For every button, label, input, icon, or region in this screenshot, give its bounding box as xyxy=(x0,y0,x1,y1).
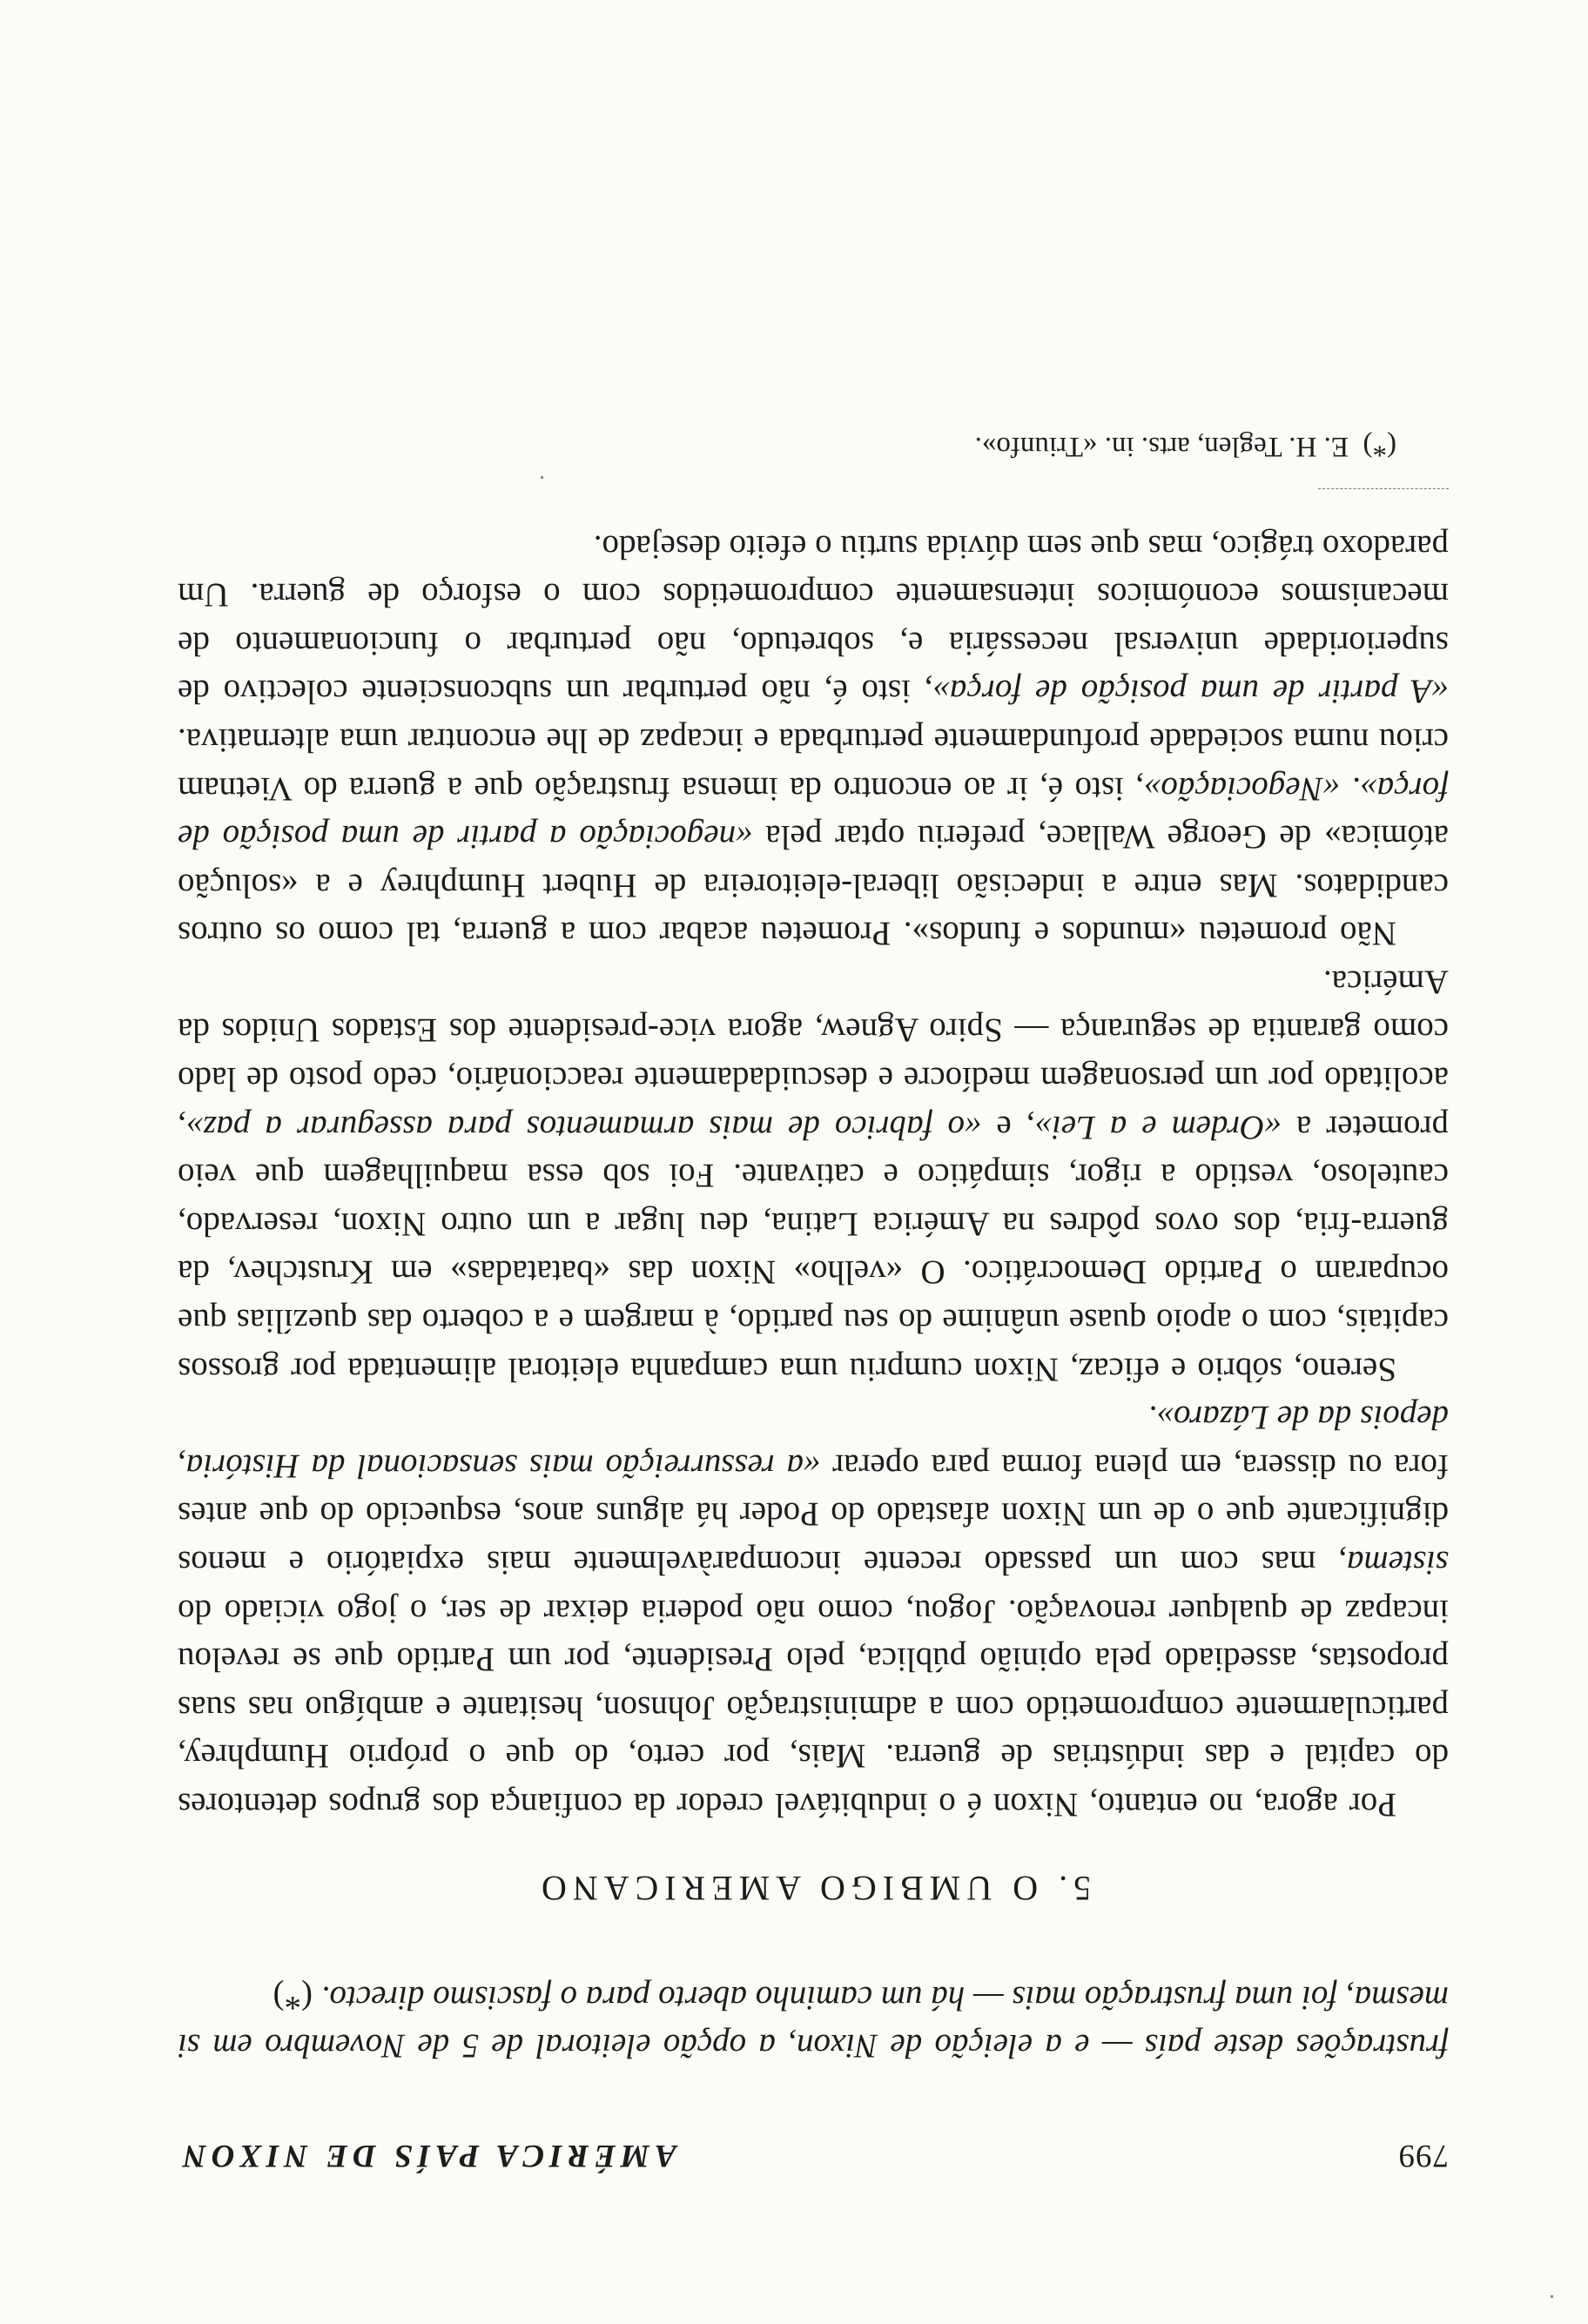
text-run: Sereno, sóbrio e eficaz, Nixon cumpriu uma campanha eleitoral alimentada por grossos capitais, com o apoio quase unânime do seu partido, à margem e a coberto das quezílias que ocuparam o Partido Democrático. O «velho» Nixon das «batatadas» em Krustchev, da guerra-fria, dos ovos pôdres na América Latina, deu lugar a um outro Nixon, reservado, cauteloso, vestido a rigor, simpático e cativante. Foi sob essa maquilhagem que veio prometer a xyxy=(178,1108,1449,1388)
italic-run: «negociação a partir de uma posição de força». «Negociação» xyxy=(178,769,1449,856)
text-run: , isto é, ir ao encontro da imensa frustração que a guerra do Vietnam criou numa sociedade profundamente perturbada e incapaz de lhe encontrar uma alternativa. xyxy=(178,721,1449,808)
italic-run: «Ordem e a Lei» xyxy=(1034,1108,1282,1146)
body-text xyxy=(178,522,1449,1829)
scan-speck xyxy=(1551,2295,1553,2298)
footnote xyxy=(178,430,1449,462)
text-run: , mas com um passado recente incomparàvelmente mais expiatório e menos dignificante que o de um Nixon afastado do Poder há alguns anos, esquecido do que antes fora ou dissera, em plena forma para operar xyxy=(178,1447,1449,1582)
footnote-divider xyxy=(1318,488,1449,489)
text-run: Não prometeu «mundos e fundos». Prometeu acabar com a guerra, tal como os outros candidatos. Mas entre a indecisão liberal-eleitoreira de Hubert Humphrey e a «solução atómica» de George Wallace, preferiu optar pela xyxy=(178,818,1449,953)
scan-speck xyxy=(541,476,543,479)
running-header xyxy=(178,2122,1449,2174)
body-paragraph xyxy=(178,957,1449,1393)
text-run: , e xyxy=(981,1108,1035,1146)
footnote-marker: (*) xyxy=(1363,430,1396,462)
page-number: 799 xyxy=(1397,2138,1449,2173)
page-content xyxy=(178,430,1449,2174)
footnote-reference: (*) xyxy=(273,1979,313,2017)
body-paragraph xyxy=(178,522,1449,957)
intro-text: frustrações deste país — e a eleição de Nixon, a opção eleitoral de 5 de Novembro em si mesma, foi uma frustração mais — há um caminho aberto para o fascismo directo. xyxy=(178,1979,1449,2065)
italic-run: «o fabrico de mais armamentos para assegurar a paz» xyxy=(185,1108,982,1146)
italic-run: «a ressurreição mais sensacional da História, depois da de Lázaro». xyxy=(178,1399,1449,1485)
body-paragraph xyxy=(178,1394,1449,1829)
italic-run: sistema xyxy=(1347,1544,1449,1582)
text-run: , acolitado por um personagem medíocre e descuidadamente reaccionário, cedo posto de lado como garantia de segurança — Spiro Agnew, agora vice-presidente dos Estados Unidos da América. xyxy=(177,963,1449,1146)
footnote-text: E. H. Teglen, arts. in. «Triunfo». xyxy=(974,430,1349,462)
text-run: , isto é, não perturbar um subconsciente colectivo de superioridade universal necessária e, sobretudo, não perturbar o funcionamento de mecanismos económicos intensamente comprometidos com o esforço de guerra. Um paradoxo trágico, mas que sem dúvida surtiu o efeito desejado. xyxy=(177,527,1449,711)
running-title: AMÉRICA PAÍS DE NIXON xyxy=(178,2138,676,2173)
intro-paragraph xyxy=(178,1974,1449,2070)
text-run: Por agora, no entanto, Nixon é o indubitável credor da confiança dos grupos detentores do capital e das indústrias de guerra. Mais, por certo, do que o próprio Humphrey, particularmente comprometido com a administração Johnson, hesitante e ambíguo nas suas propostas, assediado pela opinião pública, pelo Presidente, por um Partido que se revelou incapaz de qualquer renovação. Jogou, como não poderia deixar de ser, o jogo viciado do xyxy=(178,1592,1449,1824)
section-title: 5. O UMBIGO AMERICANO xyxy=(535,1869,1092,1908)
italic-run: «A partir de uma posição de força» xyxy=(932,673,1449,711)
